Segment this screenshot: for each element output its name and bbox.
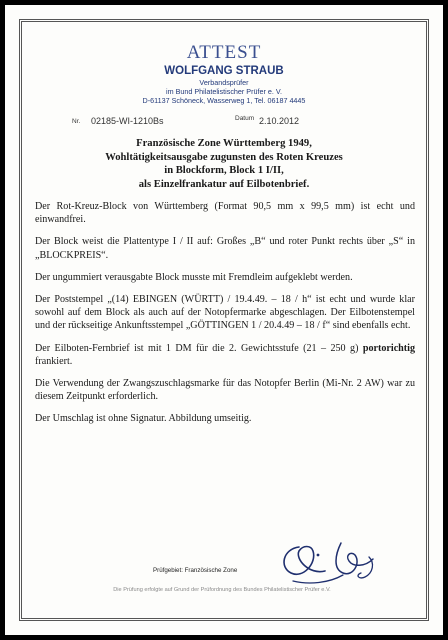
paragraph-adhesive: Der ungummiert verausgabte Block musste mit Fremdleim aufgeklebt werden. [35, 271, 353, 283]
subject-line: Wohltätigkeitsausgabe zugunsten des Roten Kreuzes [105, 151, 343, 163]
certificate-footer [29, 529, 419, 599]
regulation-note: Die Prüfung erfolgte auf Grund der Prüfordnung des Bundes Philatelistischer Prüfer e.V. [113, 587, 331, 593]
attest-title: ATTEST [186, 42, 262, 63]
signature-icon [269, 533, 389, 591]
examiner-association: im Bund Philatelistischer Prüfer e. V. [166, 87, 282, 96]
paragraph-notopfer: Die Verwendung der Zwangszuschlagsmarke für das Notopfer Berlin (Mi-Nr. 2 AW) war zu diesem Zeitpunkt erforderlich. [35, 378, 415, 403]
certificate-date: 2.10.2012 [259, 116, 300, 126]
examiner-name: WOLFGANG STRAUB [164, 65, 284, 77]
certificate-sheet [5, 5, 443, 635]
paragraph-plate-type: Der Block weist die Plattentype I / II auf: Großes „B“ und roter Punkt rechts über „S“ in „BLOCKPREIS“. [35, 236, 415, 261]
paragraph-postmark: Der Poststempel „(14) EBINGEN (WÜRTT) / 19.4.49. – 18 / h“ ist echt und wurde klar sowohl auf dem Block als auch auf der Notopfermarke abgeschlagen. Der Eilbotenstempel und der rückseitige Ankunftsstempel „GÖTTINGEN 1 / 20.4.49 – 18 / f“ sind ebenfalls echt. [35, 294, 415, 332]
reference-number: 02185-WI-1210Bs [91, 116, 164, 126]
paragraph-signature: Der Umschlag ist ohne Signatur. Abbildung umseitig. [35, 413, 252, 425]
subject-line: Französische Zone Württemberg 1949, [136, 138, 312, 149]
reference-row [29, 115, 419, 129]
subject-line: in Blockform, Block 1 I/II, [164, 165, 284, 176]
subject-heading [29, 137, 419, 191]
postage-text-end: frankiert. [35, 355, 73, 367]
date-label: Datum [235, 115, 255, 122]
postage-text-start: Der Eilboten-Fernbrief ist mit 1 DM für die 2. Gewichtsstufe (21 – 250 g) [35, 342, 363, 354]
certificate-content [29, 27, 419, 426]
reference-number-label: Nr. [72, 118, 81, 125]
subject-line: als Einzelfrankatur auf Eilbotenbrief. [138, 178, 310, 190]
paragraph-postage [29, 342, 419, 368]
examiner-address: D-61137 Schöneck, Wasserweg 1, Tel. 06187 4445 [142, 96, 306, 105]
examiner-role: Verbandsprüfer [199, 78, 249, 87]
paragraph-authenticity: Der Rot-Kreuz-Block von Württemberg (Format 90,5 mm x 99,5 mm) ist echt und einwandfrei. [35, 201, 415, 226]
examination-area: Prüfgebiet: Französische Zone [153, 567, 238, 574]
postage-emphasis: portorichtig [362, 342, 415, 354]
